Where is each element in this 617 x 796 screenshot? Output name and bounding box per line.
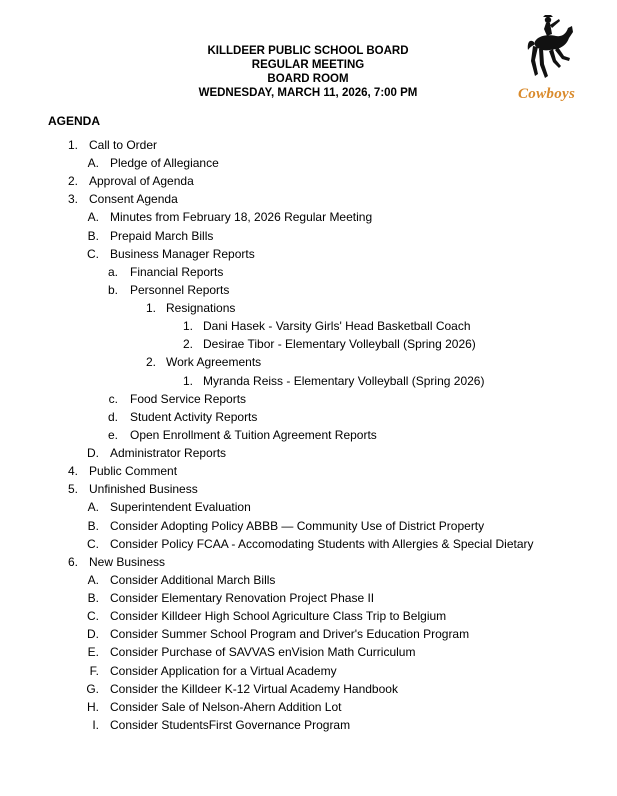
agenda-item-text: Myranda Reiss - Elementary Volleyball (Spring 2026) xyxy=(203,374,485,388)
agenda-item-marker: 3. xyxy=(67,192,78,206)
agenda-item-marker: E. xyxy=(87,645,99,659)
agenda-item-marker: 2. xyxy=(67,174,78,188)
agenda-item-text: Consider Application for a Virtual Academy xyxy=(110,664,337,678)
agenda-item-marker: e. xyxy=(107,428,118,442)
cowboys-logo xyxy=(514,14,584,106)
agenda-item-text: Open Enrollment & Tuition Agreement Reports xyxy=(130,428,377,442)
agenda-item-marker: C. xyxy=(87,609,99,623)
agenda-item-text: Public Comment xyxy=(89,464,178,478)
agenda-item-marker: 1. xyxy=(182,319,193,333)
agenda-item-marker: 5. xyxy=(67,482,78,496)
agenda-item-text: Call to Order xyxy=(89,138,158,152)
agenda-item-marker: B. xyxy=(87,229,99,243)
agenda-item-text: Prepaid March Bills xyxy=(110,229,214,243)
agenda-item-text: Work Agreements xyxy=(166,355,262,369)
agenda-item-text: Consider Purchase of SAVVAS enVision Math Curriculum xyxy=(110,645,416,659)
header-date-time: WEDNESDAY, MARCH 11, 2026, 7:00 PM xyxy=(198,87,418,99)
agenda-item-text: Consider Policy FCAA - Accomodating Students with Allergies & Special Dietary xyxy=(110,537,534,551)
agenda-item-marker: b. xyxy=(107,283,118,297)
agenda-item-marker: I. xyxy=(92,718,99,732)
agenda-item-text: Resignations xyxy=(166,301,236,315)
agenda-item-marker: 2. xyxy=(145,355,156,369)
agenda-item-text: Consider StudentsFirst Governance Program xyxy=(110,718,351,732)
header-board-name: KILLDEER PUBLIC SCHOOL BOARD xyxy=(207,45,409,57)
agenda-item-text: Consider the Killdeer K-12 Virtual Academy Handbook xyxy=(110,682,398,696)
agenda-item-marker: a. xyxy=(107,265,118,279)
agenda-item-marker: G. xyxy=(86,682,99,696)
header-meeting-type: REGULAR MEETING xyxy=(251,59,365,71)
agenda-item-text: Personnel Reports xyxy=(130,283,230,297)
logo-text: Cowboys xyxy=(518,86,576,102)
agenda-item-text: Food Service Reports xyxy=(130,392,247,406)
agenda-item-text: Consider Elementary Renovation Project Phase II xyxy=(110,591,375,605)
bucking-horse-rider-icon xyxy=(526,14,574,82)
agenda-item-text: Consider Killdeer High School Agriculture Class Trip to Belgium xyxy=(110,609,447,623)
agenda-item-marker: D. xyxy=(87,446,99,460)
agenda-item-marker: c. xyxy=(108,392,118,406)
agenda-item-text: Consent Agenda xyxy=(89,192,178,206)
agenda-item-marker: 2. xyxy=(182,337,193,351)
agenda-item-text: Financial Reports xyxy=(130,265,224,279)
agenda-item-text: Minutes from February 18, 2026 Regular Meeting xyxy=(110,210,373,224)
agenda-item-marker: 4. xyxy=(67,464,78,478)
agenda-item-text: Unfinished Business xyxy=(89,482,198,496)
agenda-item-text: Superintendent Evaluation xyxy=(110,500,251,514)
agenda-title: AGENDA xyxy=(48,114,101,128)
agenda-item-text: Approval of Agenda xyxy=(89,174,194,188)
agenda-item-marker: A. xyxy=(87,500,99,514)
agenda-item-marker: 1. xyxy=(67,138,78,152)
agenda-item-text: Business Manager Reports xyxy=(110,247,255,261)
agenda-item-marker: A. xyxy=(87,573,99,587)
agenda-item-marker: C. xyxy=(87,247,99,261)
agenda-item-text: Desirae Tibor - Elementary Volleyball (Spring 2026) xyxy=(203,337,476,351)
agenda-item-text: Consider Adopting Policy ABBB — Community Use of District Property xyxy=(110,519,485,533)
agenda-item-marker: B. xyxy=(87,591,99,605)
agenda-item-marker: A. xyxy=(87,210,99,224)
agenda-item-marker: 1. xyxy=(145,301,156,315)
agenda-item-marker: C. xyxy=(87,537,99,551)
agenda-item-text: Consider Sale of Nelson-Ahern Addition Lot xyxy=(110,700,342,714)
agenda-item-text: Consider Additional March Bills xyxy=(110,573,276,587)
agenda-item-text: Student Activity Reports xyxy=(130,410,258,424)
document-header xyxy=(150,44,466,100)
agenda-item-marker: B. xyxy=(87,519,99,533)
agenda-item-marker: F. xyxy=(89,664,99,678)
header-location: BOARD ROOM xyxy=(267,73,349,85)
agenda-item-marker: 6. xyxy=(67,555,78,569)
agenda-item-marker: d. xyxy=(107,410,118,424)
agenda-item-marker: H. xyxy=(87,700,99,714)
agenda-item-text: Dani Hasek - Varsity Girls' Head Basketball Coach xyxy=(203,319,471,333)
agenda-item-text: New Business xyxy=(89,555,166,569)
agenda-item-marker: 1. xyxy=(182,374,193,388)
agenda-item-text: Consider Summer School Program and Driver's Education Program xyxy=(110,627,470,641)
agenda-item-marker: A. xyxy=(87,156,99,170)
agenda-item-text: Pledge of Allegiance xyxy=(110,156,219,170)
agenda-item-marker: D. xyxy=(87,627,99,641)
agenda-item-text: Administrator Reports xyxy=(110,446,227,460)
